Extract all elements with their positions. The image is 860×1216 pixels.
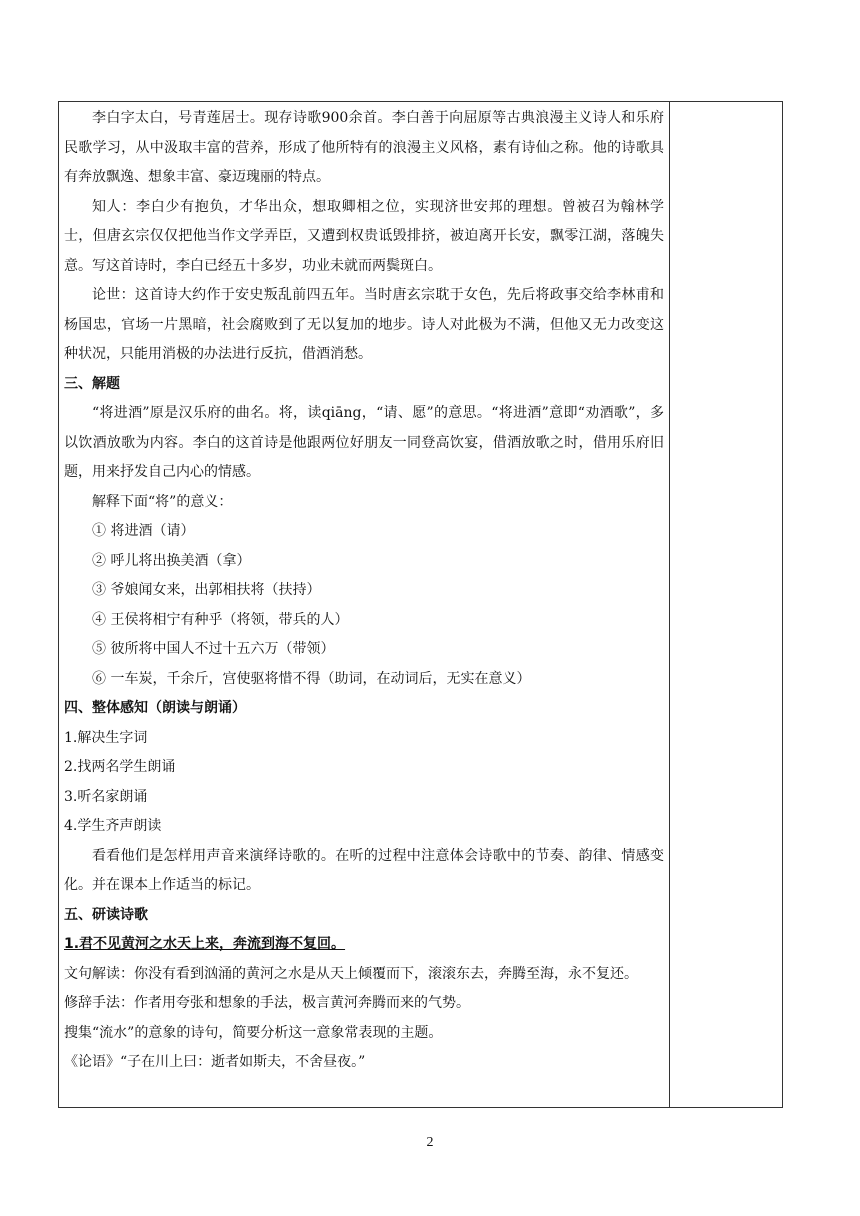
explanation-paragraph: 文句解读：你没有看到汹涌的黄河之水是从天上倾覆而下，滚滚东去，奔腾至海，永不复还。 [64, 965, 638, 982]
zhiren-paragraph: 知人：李白少有抱负，才华出众，想取卿相之位，实现济世安邦的理想。曾被召为翰林学士，但唐玄宗仅仅把他当作文学弄臣，又遭到权贵诋毁排挤，被迫离开长安，飘零江湖，落魄失意。写这首诗时，李白已经五十多岁，功业未就而两鬓斑白。 [64, 198, 664, 274]
list-item: ② 呼儿将出换美酒（拿） [92, 552, 251, 569]
list-item: ③ 爷娘闻女来，出郭相扶将（扶持） [92, 582, 321, 598]
list-item: ⑥ 一车炭，千余斤，宫使驱将惜不得（助词，在动词后，无实在意义） [92, 670, 531, 687]
section-heading-study: 五、研读诗歌 [64, 906, 148, 923]
jieti-prompt: 解释下面“将”的意义： [92, 493, 233, 510]
step-item: 2.找两名学生朗诵 [64, 759, 176, 775]
page-number: 2 [426, 1135, 434, 1150]
list-item: ⑤ 彼所将中国人不过十五六万（带领） [92, 641, 335, 657]
lesson-content [64, 104, 664, 1078]
jieti-paragraph: “将进酒”原是汉乐府的曲名。将，读qiāng，“请、愿”的意思。“将进酒”意即“劝酒歌”，多以饮酒放歌为内容。李白的这首诗是他跟两位好朋友一同登高饮宴，借酒放歌之时，借用乐府旧题，用来抒发自己内心的情感。 [64, 405, 664, 480]
list-item: ④ 王侯将相宁有种乎（将领，带兵的人） [92, 611, 349, 628]
poem-line-heading: 1.君不见黄河之水天上来，奔流到海不复回。 [64, 936, 346, 952]
intro-paragraph: 李白字太白，号青莲居士。现存诗歌900余首。李白善于向屈原等古典浪漫主义诗人和乐府民歌学习，从中汲取丰富的营养，形成了他所特有的浪漫主义风格，素有诗仙之称。他的诗歌具有奔放飘逸、想象丰富、豪迈瑰丽的特点。 [64, 110, 664, 185]
step-item: 4.学生齐声朗读 [64, 818, 162, 834]
lunyu-quote: 《论语》“子在川上曰：逝者如斯夫，不舍昼夜。” [64, 1054, 366, 1070]
step-item: 3.听名家朗诵 [64, 788, 148, 805]
list-item: ① 将进酒（请） [92, 523, 195, 539]
reading-paragraph: 看看他们是怎样用声音来演绎诗歌的。在听的过程中注意体会诗歌中的节奏、韵律、情感变化。并在课本上作适当的标记。 [64, 847, 664, 893]
section-heading-jieti: 三、解题 [64, 375, 120, 392]
rhetoric-paragraph: 修辞手法：作者用夸张和想象的手法，极言黄河奔腾而来的气势。 [64, 995, 470, 1011]
step-item: 1.解决生字词 [64, 729, 148, 746]
section-heading-perception: 四、整体感知（朗读与朗诵） [64, 700, 246, 716]
collect-paragraph: 搜集“流水”的意象的诗句，简要分析这一意象常表现的主题。 [64, 1024, 443, 1041]
table-column-divider [669, 101, 670, 1108]
lunshi-paragraph: 论世：这首诗大约作于安史叛乱前四五年。当时唐玄宗耽于女色，先后将政事交给李林甫和杨国忠，官场一片黑暗，社会腐败到了无以复加的地步。诗人对此极为不满，但他又无力改变这种状况，只能用消极的办法进行反抗，借酒消愁。 [64, 287, 664, 362]
